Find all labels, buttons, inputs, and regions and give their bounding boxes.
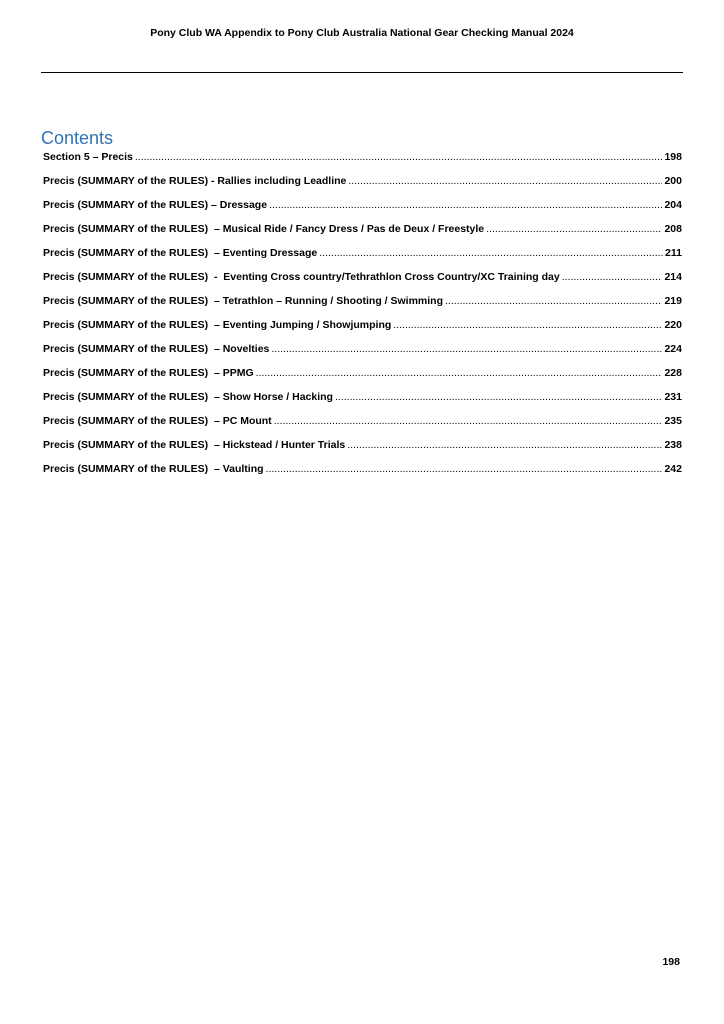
- toc-entry-eventing-dressage[interactable]: [43, 247, 682, 271]
- toc-entry-label: Precis (SUMMARY of the RULES) – Hickstead / Hunter Trials: [43, 439, 346, 451]
- dot-leader: [271, 343, 662, 355]
- toc-entry-label: Precis (SUMMARY of the RULES) – PC Mount: [43, 415, 272, 427]
- toc-entry-page: 214: [664, 271, 682, 283]
- toc-entry-label: Precis (SUMMARY of the RULES) – Dressage: [43, 199, 268, 211]
- toc-entry-novelties[interactable]: [43, 343, 682, 367]
- dot-leader: [335, 391, 662, 403]
- toc-entry-page: 200: [664, 175, 682, 187]
- dot-leader: [393, 319, 662, 331]
- toc-entry-page: 238: [664, 439, 682, 451]
- toc-entry-page: 224: [664, 343, 682, 355]
- toc-entry-label: Precis (SUMMARY of the RULES) – Tetrathlon – Running / Shooting / Swimming: [43, 295, 443, 307]
- dot-leader: [562, 271, 663, 283]
- toc-entry-tetrathlon[interactable]: [43, 295, 682, 319]
- toc-entry-label: Precis (SUMMARY of the RULES) – Show Horse / Hacking: [43, 391, 333, 403]
- toc-entry-label: Precis (SUMMARY of the RULES) – PPMG: [43, 367, 254, 379]
- toc-entry-label: Section 5 – Precis: [43, 151, 133, 163]
- toc-entry-label: Precis (SUMMARY of the RULES) - Eventing Cross country/Tethrathlon Cross Country/XC Training day: [43, 271, 560, 283]
- dot-leader: [486, 223, 662, 235]
- dot-leader: [135, 151, 663, 163]
- header-rule: [41, 72, 683, 73]
- toc-entry-label: Precis (SUMMARY of the RULES) – Vaulting: [43, 463, 264, 475]
- dot-leader: [274, 415, 663, 427]
- toc-entry-label: Precis (SUMMARY of the RULES) – Eventing Jumping / Showjumping: [43, 319, 392, 331]
- toc-entry-eventing-jumping[interactable]: [43, 319, 682, 343]
- toc-entry-vaulting[interactable]: [43, 463, 682, 487]
- toc-entry-rallies[interactable]: [43, 175, 682, 199]
- dot-leader: [445, 295, 662, 307]
- toc-entry-page: 228: [664, 367, 682, 379]
- toc-entry-page: 235: [664, 415, 682, 427]
- toc-entry-page: 220: [664, 319, 682, 331]
- dot-leader: [319, 247, 663, 259]
- page-number: 198: [662, 956, 680, 968]
- toc-entry-show-horse[interactable]: [43, 391, 682, 415]
- toc-entry-musical-ride[interactable]: [43, 223, 682, 247]
- toc-entry-page: 208: [664, 223, 682, 235]
- toc-entry-pc-mount[interactable]: [43, 415, 682, 439]
- dot-leader: [266, 463, 663, 475]
- toc-heading: Contents: [41, 128, 114, 148]
- toc-entry-page: 198: [664, 151, 682, 163]
- toc-entry-page: 211: [665, 247, 682, 259]
- dot-leader: [256, 367, 663, 379]
- running-header: Pony Club WA Appendix to Pony Club Australia National Gear Checking Manual 2024: [150, 27, 574, 39]
- dot-leader: [269, 199, 662, 211]
- toc-entry-page: 219: [664, 295, 682, 307]
- toc-entry-page: 242: [664, 463, 682, 475]
- toc-list: [43, 151, 682, 487]
- toc-entry-label: Precis (SUMMARY of the RULES) – Novelties: [43, 343, 270, 355]
- toc-entry-hickstead[interactable]: [43, 439, 682, 463]
- toc-entry-page: 231: [664, 391, 682, 403]
- toc-entry-dressage[interactable]: [43, 199, 682, 223]
- toc-entry-label: Precis (SUMMARY of the RULES) - Rallies including Leadline: [43, 175, 347, 187]
- toc-entry-label: Precis (SUMMARY of the RULES) – Musical Ride / Fancy Dress / Pas de Deux / Freestyle: [43, 223, 485, 235]
- toc-entry-eventing-cross-country[interactable]: [43, 271, 682, 295]
- toc-entry-section-5-precis[interactable]: [43, 151, 682, 175]
- toc-entry-ppmg[interactable]: [43, 367, 682, 391]
- toc-entry-label: Precis (SUMMARY of the RULES) – Eventing Dressage: [43, 247, 318, 259]
- dot-leader: [348, 175, 662, 187]
- toc-entry-page: 204: [664, 199, 682, 211]
- dot-leader: [347, 439, 662, 451]
